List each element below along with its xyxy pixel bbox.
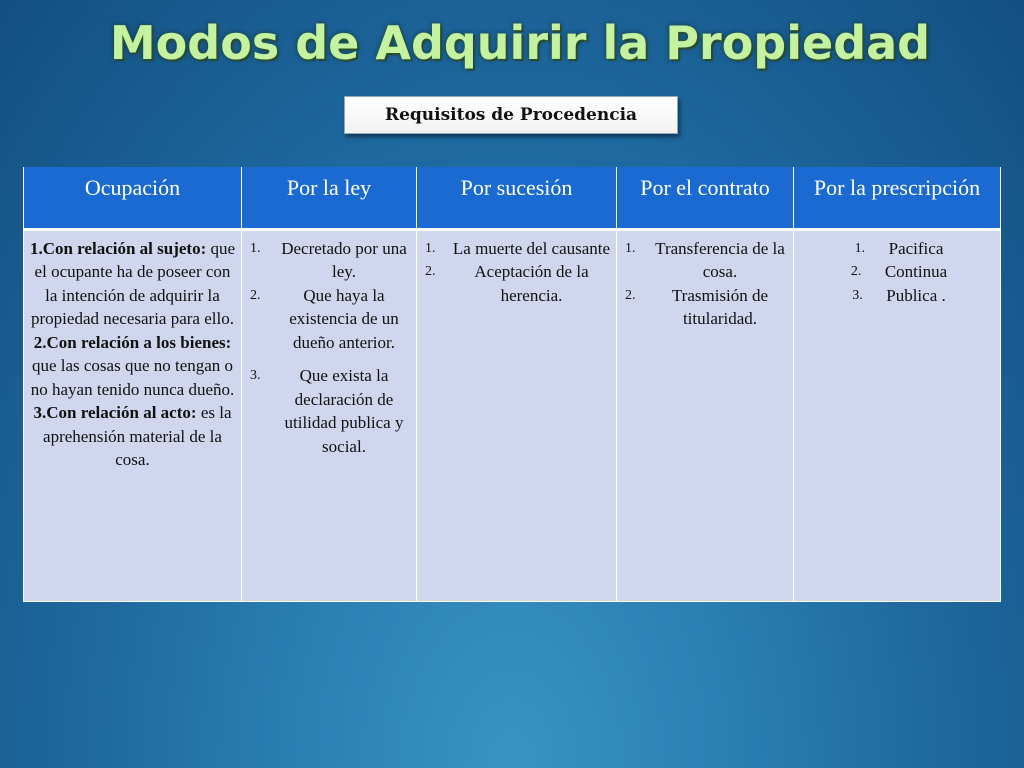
list-item-number: 1. [250,240,261,256]
cell-por-el-contrato [617,229,794,601]
ocupacion-item [28,237,237,331]
list-item-text: Que haya la existencia de un dueño anterior. [289,285,399,352]
ocupacion-item-label: 1.Con relación al sujeto: [29,238,207,258]
list-item-number: 3. [852,287,863,303]
list-item [421,260,612,307]
list-item [798,284,996,308]
subtitle-box [344,96,678,134]
header-por-la-ley: Por la ley [242,167,417,229]
list-item [621,237,789,284]
list-item-number: 2. [250,287,261,303]
cell-ocupacion [24,229,242,601]
list-item [798,260,996,284]
cell-por-sucesion [417,229,617,601]
list-item-text: Que exista la declaración de utilidad publica y social. [284,366,404,456]
table-row [24,229,1001,601]
list-item-number: 1. [854,240,866,256]
list-item-number: 2. [625,287,636,303]
cell-por-la-prescripcion [794,229,1001,601]
list-item [421,237,612,261]
list-item-text: Publica . [886,285,946,305]
list-item [246,364,412,458]
ocupacion-item-text: que las cosas que no tengan o no hayan tenido nunca dueño. [30,356,235,399]
list-item-text: Continua [884,262,948,281]
list-item-text: Transferencia de la cosa. [655,238,785,281]
list-item-number: 2. [425,264,436,279]
slide-title: Modos de Adquirir la Propiedad [109,16,931,70]
list-item-number: 3. [250,368,261,383]
list-item-text: Aceptación de la herencia. [474,262,589,305]
list-item [246,284,412,355]
list-item-number: 1. [425,240,436,256]
list-item [246,237,412,284]
list-item [621,284,789,331]
requirements-table [23,167,1001,602]
list-item-number: 1. [625,240,636,256]
subtitle-text: Requisitos de Procedencia [384,105,638,125]
ocupacion-item-text: es la aprehensión material de la cosa. [43,403,232,469]
ocupacion-item-label: 3.Con relación al acto: [33,403,197,422]
table-header-row [24,167,1001,229]
list-item-text: Pacifica [888,238,944,258]
list-gap [246,354,412,364]
list-item [798,237,996,261]
list-item-number: 2. [850,264,862,279]
header-por-el-contrato: Por el contrato [617,167,794,229]
list-item-text: La muerte del causante [452,238,611,258]
ocupacion-item-label: 2.Con relación a los bienes: [33,332,232,352]
ocupacion-item-text: que el ocupante ha de poseer con la intención de adquirir la propiedad necesaria para ello. [31,238,236,328]
cell-por-la-ley [242,229,417,601]
list-item-text: Decretado por una ley. [281,238,407,281]
ocupacion-item [28,401,237,472]
list-item-text: Trasmisión de titularidad. [671,285,769,328]
header-por-la-prescripcion: Por la prescripción [794,167,1001,229]
ocupacion-item [28,331,237,402]
header-ocupacion: Ocupación [24,167,242,229]
header-por-sucesion: Por sucesión [417,167,617,229]
